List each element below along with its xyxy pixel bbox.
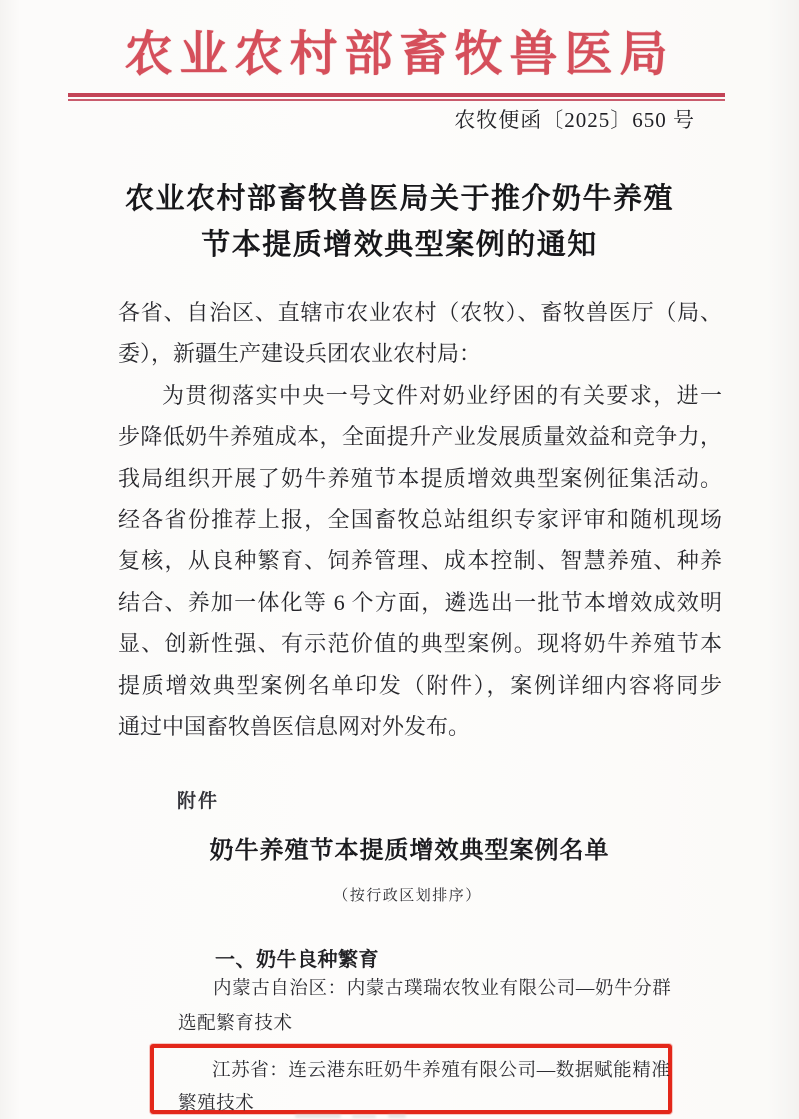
notice-title-line-2: 节本提质增效典型案例的通知 — [201, 229, 598, 261]
attachment-title: 奶牛养殖节本提质增效典型案例名单 — [209, 838, 610, 864]
scan-smudge — [388, 1114, 406, 1118]
body-line: 显、创新性强、有示范价值的典型案例。现将奶牛养殖节本 — [118, 631, 722, 657]
letterhead-rule-thick — [68, 93, 725, 97]
notice-title — [0, 176, 799, 268]
body-line: 通过中国畜牧兽医信息网对外发布。 — [118, 714, 471, 740]
body-line: 提质增效典型案例名单印发（附件），案例详细内容将同步 — [118, 672, 722, 698]
body-line: 各省、自治区、直辖市农业农村（农牧）、畜牧兽医厅（局、 — [118, 300, 722, 325]
list-item-line: 选配繁育技术 — [178, 1014, 293, 1034]
scan-smudge — [295, 1114, 341, 1118]
notice-body — [118, 292, 722, 747]
letterhead-title: 农业农村部畜牧兽医局 — [124, 28, 675, 81]
body-line: 步降低奶牛养殖成本，全面提升产业发展质量效益和竞争力， — [118, 424, 722, 450]
list-item-line-highlighted: 江苏省：连云港东旺奶牛养殖有限公司—数据赋能精准 — [212, 1061, 671, 1081]
body-line: 复核，从良种繁育、饲养管理、成本控制、智慧养殖、种养 — [118, 548, 722, 574]
attachment-section-heading: 一、奶牛良种繁育 — [215, 949, 379, 971]
scan-smudge — [352, 1115, 376, 1118]
body-line: 结合、养加一体化等 6 个方面，遴选出一批节本增效成效明 — [118, 589, 722, 615]
attachment-subtitle: （按行政区划排序） — [333, 888, 482, 904]
list-item-line: 内蒙古自治区：内蒙古璞瑞农牧业有限公司—奶牛分群 — [213, 979, 672, 999]
letterhead-rule-thin — [68, 99, 725, 101]
body-line: 委），新疆生产建设兵团农业农村局： — [118, 341, 482, 367]
notice-title-line-1: 农业农村部畜牧兽医局关于推介奶牛养殖 — [124, 183, 674, 215]
doc-number: 农牧便函〔2025〕650 号 — [454, 108, 695, 132]
body-line: 经各省份推荐上报，全国畜牧总站组织专家评审和随机现场 — [118, 507, 722, 533]
highlight-annotation-box — [150, 1044, 672, 1114]
list-item-line-highlighted: 繁殖技术 — [178, 1094, 255, 1114]
body-line: 为贯彻落实中央一号文件对奶业纾困的有关要求，进一 — [162, 382, 722, 408]
body-line: 我局组织开展了奶牛养殖节本提质增效典型案例征集活动。 — [118, 465, 722, 491]
attachment-label: 附件 — [177, 791, 220, 812]
